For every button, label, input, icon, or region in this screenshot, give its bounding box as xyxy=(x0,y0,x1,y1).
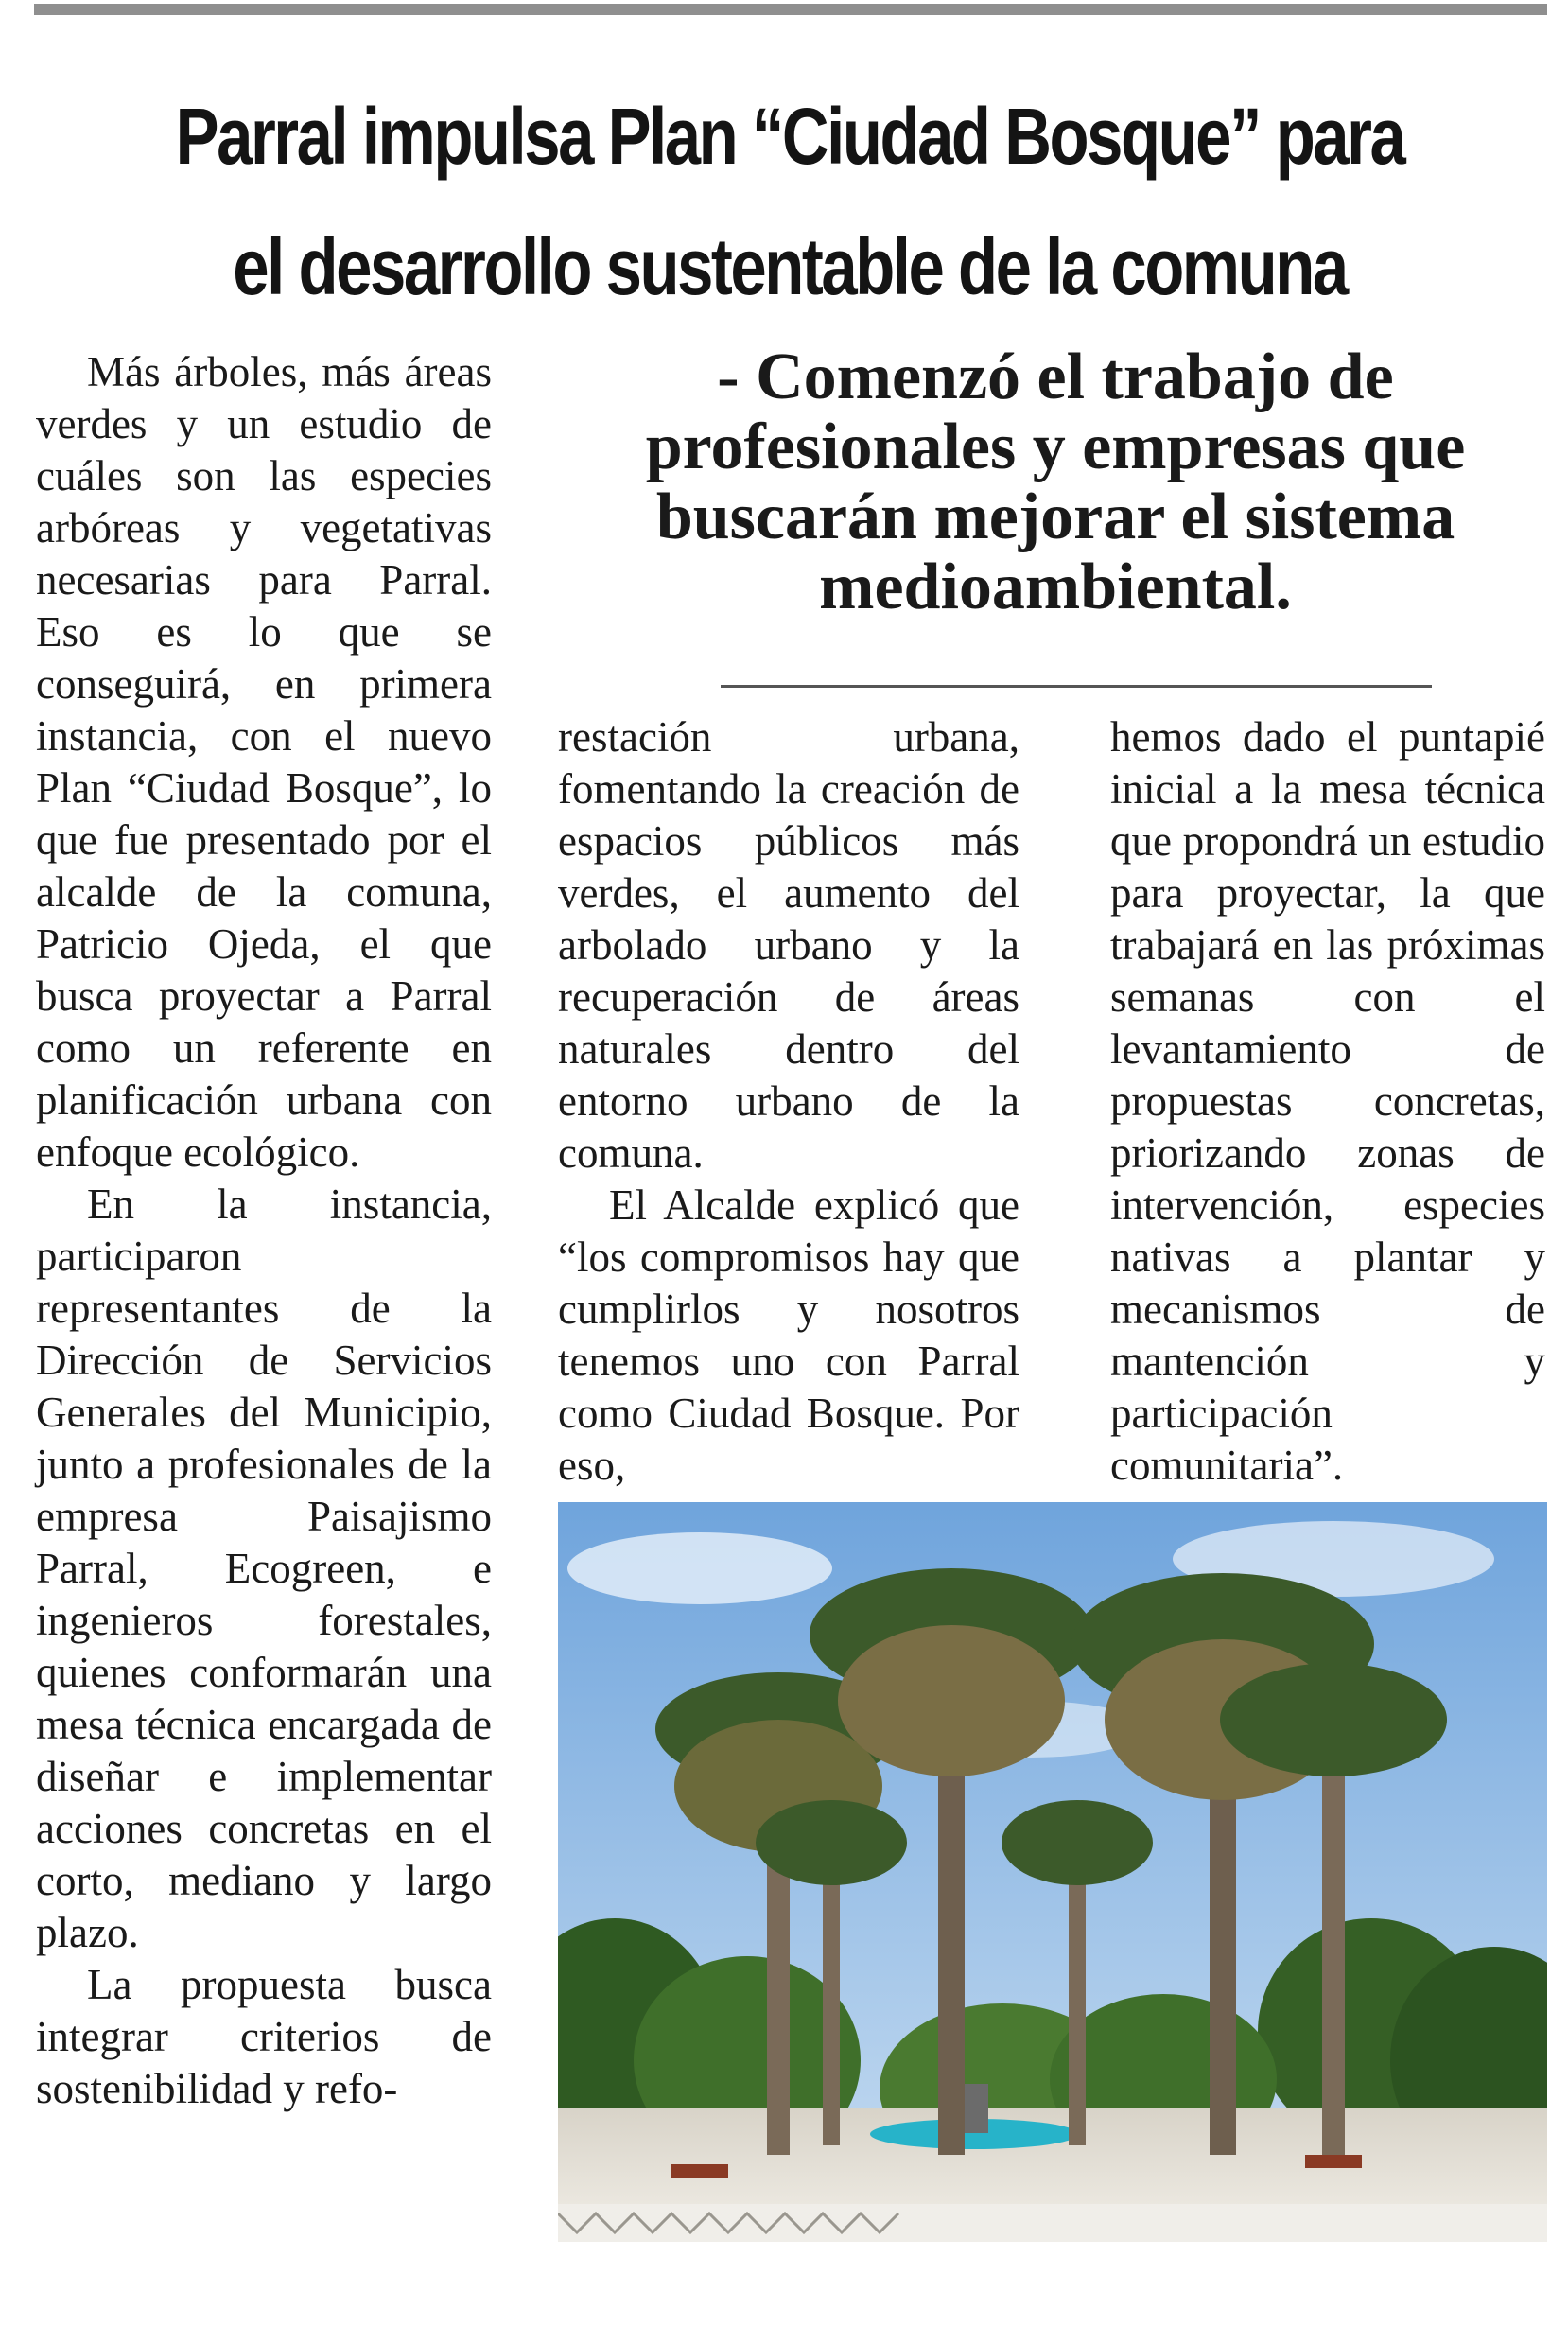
column-2 xyxy=(558,711,1019,1492)
paragraph: El Alcalde explicó que “los compromisos hay que cumplirlos y nosotros tenemos uno con Parral como Ciudad Bosque. Por eso, xyxy=(558,1181,1019,1489)
top-rule xyxy=(34,4,1547,15)
subheadline-divider xyxy=(721,685,1432,688)
paragraph: La propuesta busca integrar criterios de sostenibilidad y refo- xyxy=(36,1961,492,2112)
paragraph: hemos dado el puntapié inicial a la mesa técnica que propondrá un estudio para proyectar, la que trabajará en las próximas semanas con el levantamiento de propuestas concretas, priorizando zonas de intervención, especies nativas a plantar y mecanismos de mantención y participación comunitaria”. xyxy=(1110,713,1545,1489)
subheadline: - Comenzó el trabajo de profesionales y empresas que buscarán mejorar el sistema medioambiental. xyxy=(645,341,1466,623)
column-1 xyxy=(36,346,492,2115)
plaza-palm-trees-photo xyxy=(558,1502,1547,2242)
column-3 xyxy=(1110,711,1545,1492)
headline: Parral impulsa Plan “Ciudad Bosque” para el desarrollo sustentable de la comuna xyxy=(175,92,1404,311)
paragraph: En la instancia, participaron representantes de la Dirección de Servicios Generales del Municipio, junto a profesionales de la empresa Paisajismo Parral, Ecogreen, e ingenieros forestales, quienes conformarán una mesa técnica encargada de diseñar e implementar acciones concretas en el corto, mediano y largo plazo. xyxy=(36,1181,492,1956)
paragraph: restación urbana, fomentando la creación de espacios públicos más verdes, el aumento del arbolado urbano y la recuperación de áreas naturales dentro del entorno urbano de la comuna. xyxy=(558,713,1019,1177)
paragraph: Más árboles, más áreas verdes y un estudio de cuáles son las especies arbóreas y vegetativas necesarias para Parral. Eso es lo que se conseguirá, en primera instancia, con el nuevo Plan “Ciudad Bosque”, lo que fue presentado por el alcalde de la comuna, Patricio Ojeda, el que busca proyectar a Parral como un referente en planificación urbana con enfoque ecológico. xyxy=(36,348,492,1176)
